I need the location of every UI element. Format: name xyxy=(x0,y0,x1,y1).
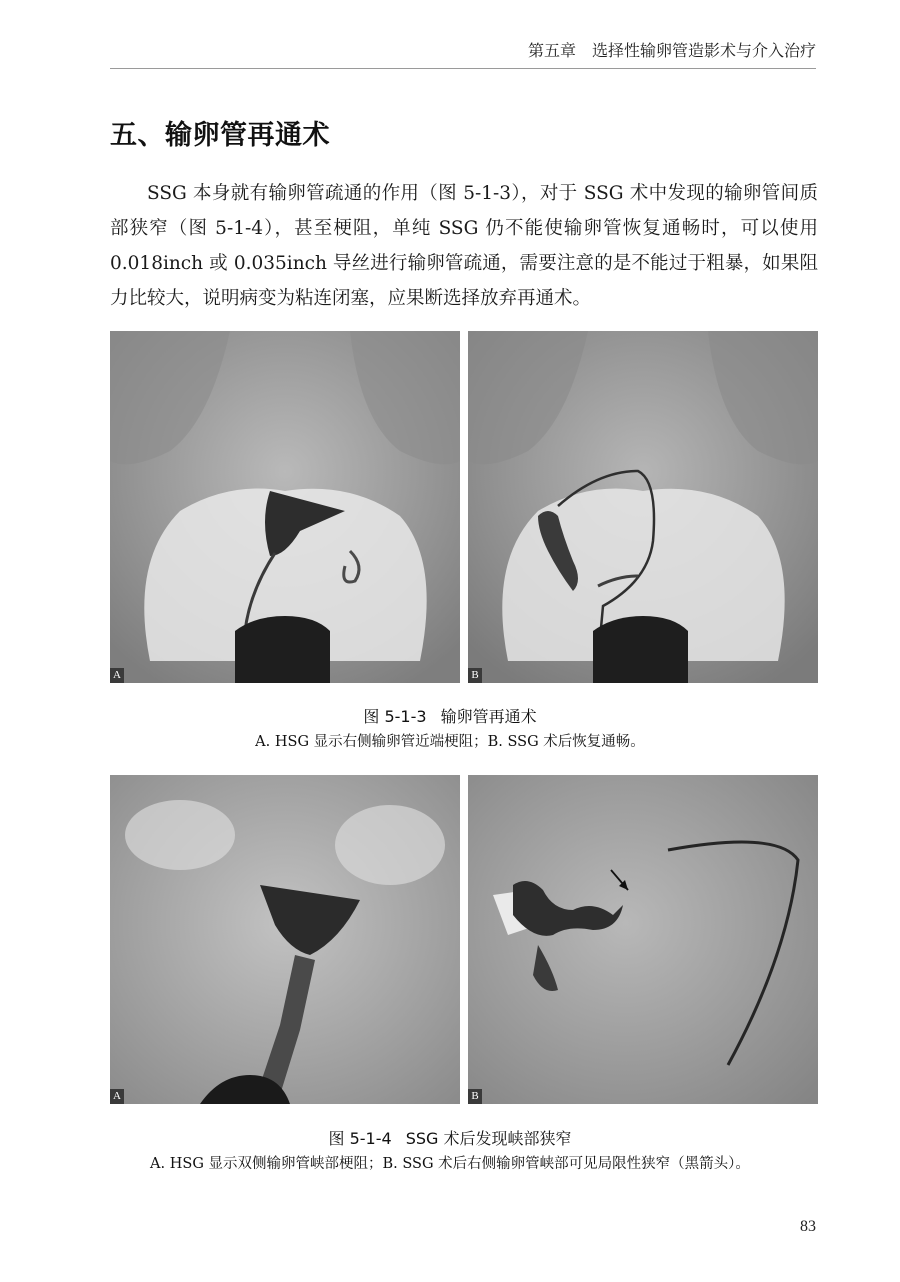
figure-5-1-3-caption-description: A. HSG 显示右侧输卵管近端梗阻；B. SSG 术后恢复通畅。 xyxy=(255,734,645,750)
figure-5-1-4-panel-b xyxy=(468,775,818,1104)
figure-number: 图 5-1-4 xyxy=(328,1129,392,1148)
panel-label: A xyxy=(110,668,124,683)
figure-5-1-3-panel-b xyxy=(468,331,818,683)
section-title: 五、输卵管再通术 xyxy=(110,120,330,151)
figure-5-1-4-caption-title xyxy=(0,1126,900,1149)
xray-image-hsg-a xyxy=(110,775,460,1104)
body-paragraph: SSG 本身就有输卵管疏通的作用（图 5-1-3），对于 SSG 术中发现的输卵管间质部狭窄（图 5-1-4），甚至梗阻，单纯 SSG 仍不能使输卵管恢复通畅时，可以使用 0.018inch 或 0.035inch 导丝进行输卵管疏通，需要注意的是不能过于粗暴，如果阻力比较大，说明病变为粘连闭塞，应果断选择放弃再通术。 xyxy=(110,183,818,309)
figure-5-1-3-panel-a xyxy=(110,331,460,683)
figure-5-1-4 xyxy=(110,775,818,1104)
panel-label: B xyxy=(468,1089,482,1104)
page-number: 83 xyxy=(800,1218,816,1235)
panel-label: B xyxy=(468,668,482,683)
header-rule xyxy=(110,68,816,69)
xray-image-hsg-a xyxy=(110,331,460,683)
figure-number: 图 5-1-3 xyxy=(363,707,427,726)
figure-5-1-4-caption-description: A. HSG 显示双侧输卵管峡部梗阻；B. SSG 术后右侧输卵管峡部可见局限性狭窄（黑箭头）。 xyxy=(150,1156,750,1172)
running-head xyxy=(528,38,816,61)
figure-title: 输卵管再通术 xyxy=(440,707,537,726)
figure-title: SSG 术后发现峡部狭窄 xyxy=(405,1129,572,1148)
figure-5-1-3 xyxy=(110,331,818,683)
panel-label: A xyxy=(110,1089,124,1104)
xray-image-ssg-b xyxy=(468,775,818,1104)
figure-5-1-3-caption-title xyxy=(0,704,900,727)
chapter-title: 选择性输卵管造影术与介入治疗 xyxy=(591,41,816,60)
chapter-number: 第五章 xyxy=(527,41,576,60)
xray-image-ssg-b xyxy=(468,331,818,683)
figure-5-1-4-panel-a xyxy=(110,775,460,1104)
